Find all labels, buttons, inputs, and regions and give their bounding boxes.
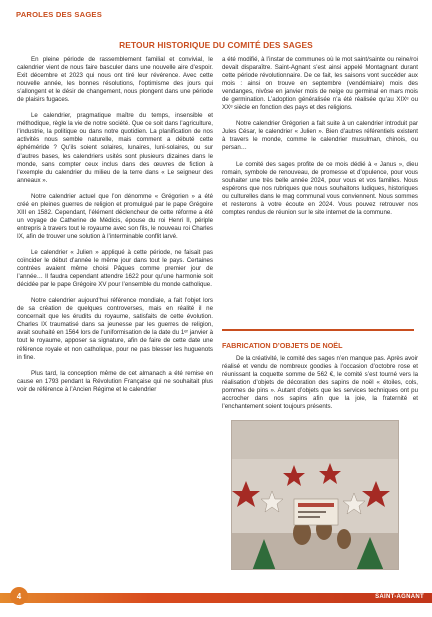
- paragraph: Le comité des sages profite de ce mois dédié à « Janus », dieu romain, symbole de renouveau, de promesse et d’opulence, pour vous souhaiter une très belle année 2024, pour vous et vos familles. Nous espérons que nos rubriques que nous souhaitons ludiques, historiques ou culturelles dans le mag communal vous conviennent. Nous sommes et resterons à votre écoute en 2024. Vous pouvez retrouver nos comptes rendus de réunion sur le site internet de la commune.: [222, 160, 418, 216]
- page-number: 4: [10, 587, 28, 605]
- article-title: RETOUR HISTORIQUE DU COMITÉ DES SAGES: [119, 40, 313, 50]
- paragraph: Notre calendrier aujourd’hui référence mondiale, a fait l’objet lors de sa création de quelques controverses, mais en réalité il ne concernait que les érudits du royaume, satisfaits de cette évolution. Charles IX traumatisé dans sa jeunesse par les guerres de religion, avait souhaité en 1564 lors de l’uniformisation de la date du 1ᵉʳ janvier à tout le royaume, apposer sa signature, afin de faire de cette date une référence royale et non catholique, pour ne pas blesser les huguenots in fine.: [17, 297, 213, 361]
- paragraph: Le calendrier, pragmatique maître du temps, insensible et méthodique, règle la vie de notre société. Que ce soit dans l’agriculture, l’industrie, la politique ou dans notre quotidien. La planification de nos activités nous semble naturelle, mais comment a débuté cette éphéméride ? Qu’ils soient solaires, lunaires, luni-solaires, ou sur d’autres bases, les calendriers usités sont plusieurs dizaines dans le monde, sans compter ceux inclus dans des œuvres de fiction à l’exemple du calendrier du milieu de la terre dans « Le seigneur des anneaux ».: [17, 112, 213, 184]
- footer-town-name: SAINT-AGNANT: [375, 594, 424, 600]
- section-title: FABRICATION D’OBJETS DE NOËL: [222, 341, 343, 350]
- paragraph: Plus tard, la conception même de cet almanach a été remise en cause en 1793 pendant la Révolution Française qui ne souhaitait plus voir de référence à l’Ancien Régime et le calendrier: [17, 369, 213, 393]
- section2-text: [222, 355, 418, 419]
- paragraph: Notre calendrier Grégorien a fait suite à un calendrier introduit par Jules César, le calendrier « Julien ». Bien d’autres référentiels existent à travers le monde, comme le calendrier musulman, chinois, ou persan…: [222, 120, 418, 152]
- left-column: [17, 56, 213, 402]
- paragraph: Notre calendrier actuel que l’on dénomme « Grégorien » a été créé en pleines guerres de religion et promulgué par le pape Grégoire XIII en 1582. Cependant, l’élément déclencheur de cette réforme a été un voyage de Catherine de Médicis, épouse du roi Henri II, périple entrepris à travers tout le royaume avec son fils, le nouveau roi Charles IX, afin de trouver une solution à l’interminable conflit larvé.: [17, 192, 213, 240]
- footer-stripe: [0, 593, 432, 603]
- paragraph: Le calendrier « Julien » appliqué à cette période, ne faisait pas coïncider le début d’année le même jour dans tout le pays. Certaines contrées avaient même choisi Pâques comme premier jour de l’année… Il faudra cependant attendre 1622 pour qu’une harmonie soit décidée par le pape Grégoire XV pour l’ensemble du monde catholique.: [17, 248, 213, 289]
- right-column: [222, 56, 418, 225]
- paragraph: En pleine période de rassemblement familial et convivial, le calendrier vient de nous faire basculer dans une nouvelle aire d’espoir. Exit décembre et 2023 qui nous ont tiré leur révérence. Avec cette nouvelle année, les bonnes résolutions, l’optimisme des jours qui s’allongent et le désir de changement, nous plongent dans une période de plaisirs fugaces.: [17, 56, 213, 104]
- section-label: PAROLES DES SAGES: [16, 10, 102, 19]
- photo-illustration: [232, 421, 399, 570]
- section-divider: [222, 329, 414, 331]
- christmas-ornaments-photo: [231, 420, 399, 570]
- paragraph: a été modifié, à l’instar de communes où le mot saint/sainte ou reine/roi devait disparaître. Saint-Agnant s’est ainsi appelé Montagnant durant cette période révolutionnaire. De ce fait, les saisons vont succéder aux mois : ainsi on trouve en septembre (vendémiaire) mois des vendanges, nivôse en janvier mois de neige ou germinal en mars mois de germination. L’adoption généralisée n’a été réalisée qu’au XIXᵉ ou XXᵉ siècle en fonction des pays et des religions.: [222, 56, 418, 112]
- paragraph: De la créativité, le comité des sages n’en manque pas. Après avoir réalisé et vendu de nombreux goodies à l’occasion d’octobre rose et réunissant la coquette somme de 562 €, le comité s’est tourné vers la réalisation d’objets de décoration des sapins de noël « étoiles, cols, pommes de pins ». Autant d’objets que les services techniques ont pu accrocher dans nos sapins afin que la joie, la fraternité et l’enchantement soient toujours présents.: [222, 355, 418, 411]
